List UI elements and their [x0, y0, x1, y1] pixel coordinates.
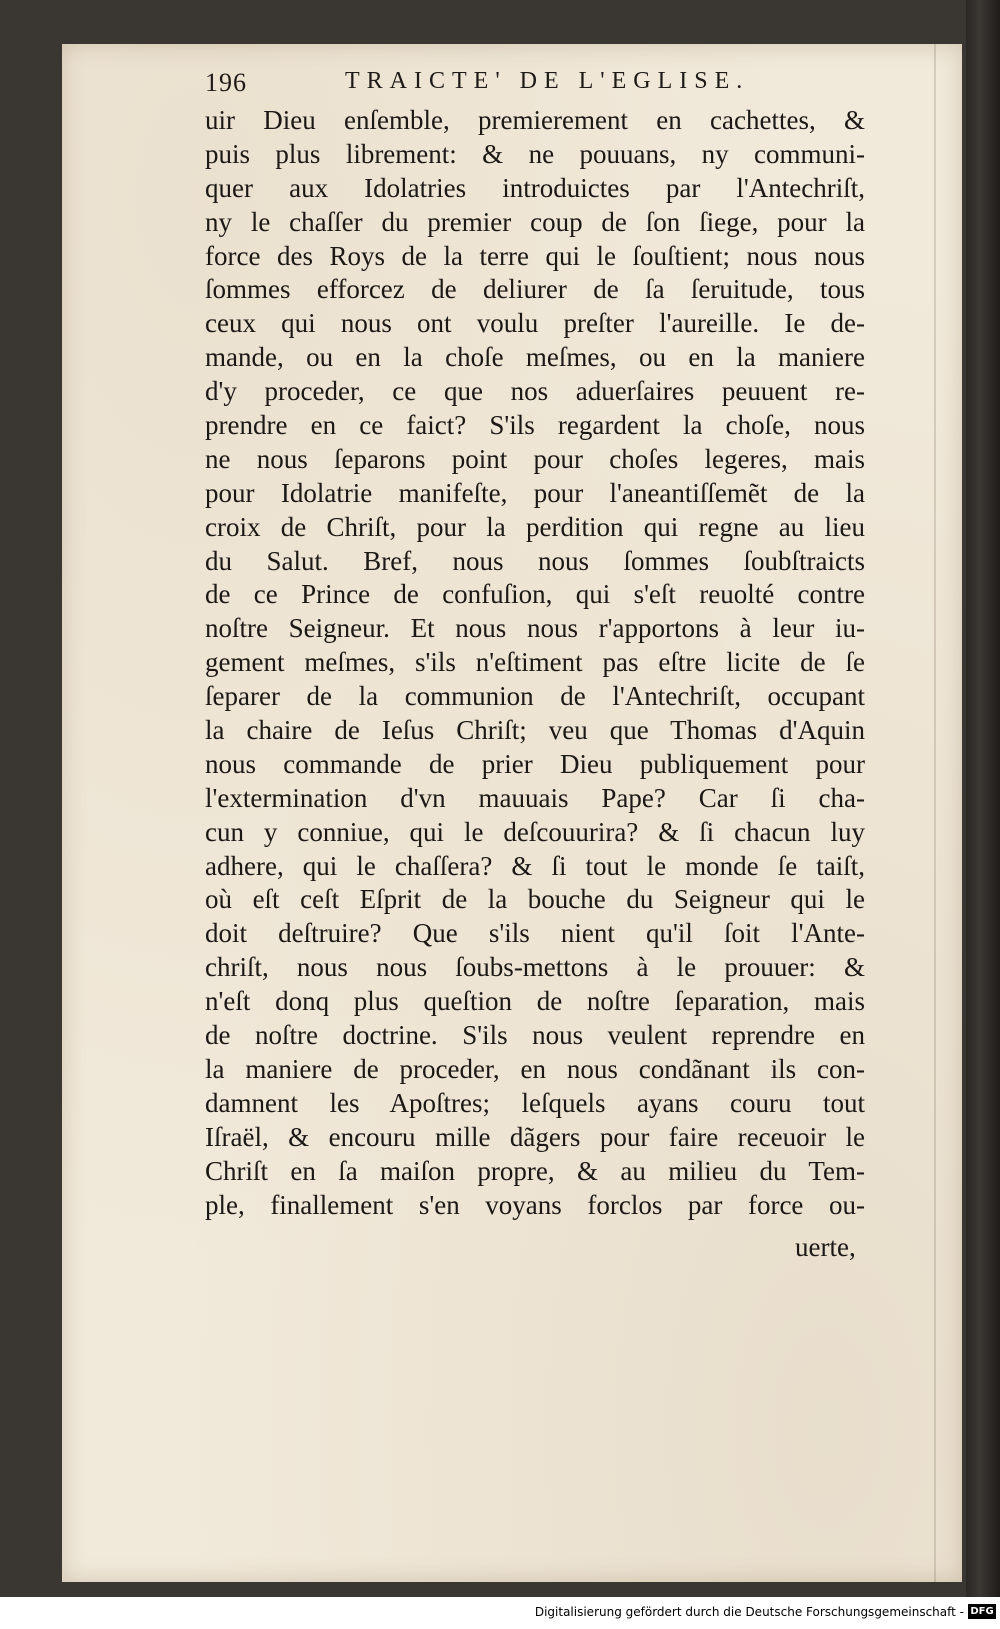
text-line: ne nous ſeparons point pour choſes legeres, mais: [205, 443, 865, 474]
text-line: pour Idolatrie manifeſte, pour l'aneantiſſemẽt de la: [205, 477, 865, 508]
text-line: ceux qui nous ont voulu preſter l'aureille. Ie de-: [205, 308, 865, 339]
text-line: Chriſt en ſa maiſon propre, & au milieu du Tem-: [205, 1155, 865, 1186]
text-line: ny le chaſſer du premier coup de ſon ſiege, pour la: [205, 206, 865, 237]
text-line: prendre en ce faict? S'ils regardent la choſe, nous: [205, 410, 865, 441]
text-line: nous commande de prier Dieu publiquement pour: [205, 748, 865, 779]
text-line: de ce Prince de confuſion, qui s'eſt reuolté contre: [205, 579, 865, 610]
running-title: TRAICTE' DE L'EGLISE.: [345, 68, 750, 94]
text-line: noſtre Seigneur. Et nous nous r'apportons à leur iu-: [205, 613, 865, 644]
page-number: 196: [205, 68, 247, 97]
text-line: chriſt, nous nous ſoubs-mettons à le prouuer: &: [205, 952, 865, 983]
text-line: n'eſt donq plus queſtion de noſtre ſeparation, mais: [205, 986, 865, 1017]
page-edge: [934, 44, 936, 1582]
text-line: mande, ou en la choſe meſmes, ou en la maniere: [205, 342, 865, 373]
text-line: puis plus librement: & ne pouuans, ny communi-: [205, 138, 865, 169]
text-line: l'extermination d'vn mauuais Pape? Car ſi cha-: [205, 782, 865, 813]
catchword: uerte,: [795, 1232, 856, 1262]
text-line: ple, finallement s'en voyans forclos par force ou-: [205, 1189, 865, 1220]
body-text: [205, 104, 865, 1222]
text-line: ſommes efforcez de deliurer de ſa ſeruitude, tous: [205, 274, 865, 305]
text-line: la chaire de Ieſus Chriſt; veu que Thomas d'Aquin: [205, 715, 865, 746]
text-line: croix de Chriſt, pour la perdition qui regne au lieu: [205, 511, 865, 542]
text-line: doit deſtruire? Que s'ils nient qu'il ſoit l'Ante-: [205, 918, 865, 949]
text-line: quer aux Idolatries introduictes par l'Antechriſt,: [205, 172, 865, 203]
digitization-footer: [0, 1597, 1000, 1629]
text-line: Iſraël, & encouru mille dãgers pour faire receuoir le: [205, 1121, 865, 1152]
text-line: damnent les Apoſtres; leſquels ayans couru tout: [205, 1087, 865, 1118]
text-line: force des Roys de la terre qui le ſouſtient; nous nous: [205, 240, 865, 271]
dfg-logo-icon: DFG: [968, 1604, 996, 1619]
text-line: de noſtre doctrine. S'ils nous veulent reprendre en: [205, 1020, 865, 1051]
funding-credit: Digitalisierung gefördert durch die Deutsche Forschungsgemeinschaft -: [534, 1605, 964, 1619]
text-line: gement meſmes, s'ils n'eſtiment pas eſtre licite de ſe: [205, 647, 865, 678]
book-edge: [966, 0, 1000, 1597]
running-head: [205, 68, 765, 108]
text-line: la maniere de proceder, en nous condãnant ils con-: [205, 1053, 865, 1084]
text-line: uir Dieu enſemble, premierement en cachettes, &: [205, 105, 865, 135]
text-line: d'y proceder, ce que nos aduerſaires peuuent re-: [205, 376, 865, 407]
text-line: ſeparer de la communion de l'Antechriſt, occupant: [205, 681, 865, 712]
text-line: où eſt ceſt Eſprit de la bouche du Seigneur qui le: [205, 884, 865, 915]
text-line: du Salut. Bref, nous nous ſommes ſoubſtraicts: [205, 545, 865, 576]
text-line: adhere, qui le chaſſera? & ſi tout le monde ſe taiſt,: [205, 850, 865, 881]
text-line: cun y conniue, qui le deſcouurira? & ſi chacun luy: [205, 816, 865, 847]
